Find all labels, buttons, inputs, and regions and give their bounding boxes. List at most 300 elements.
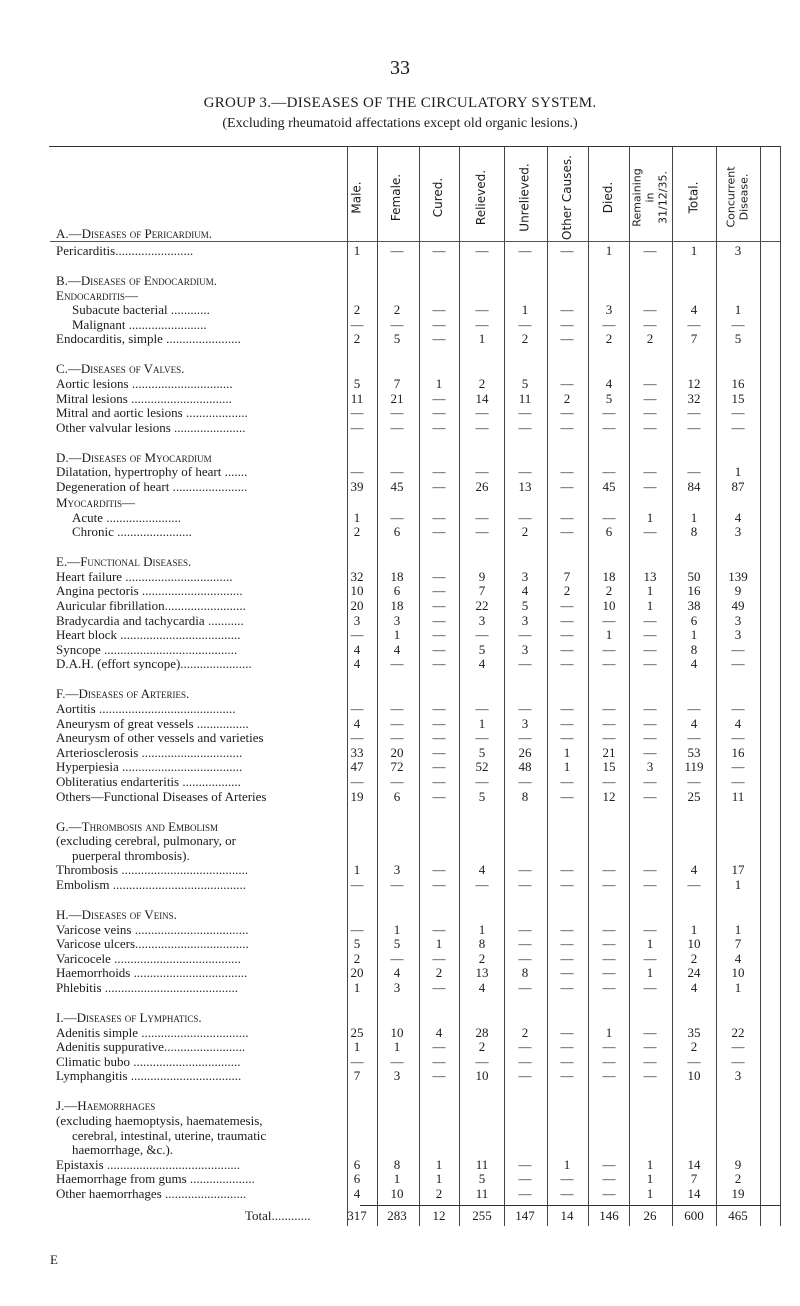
cell-value: — [518, 877, 532, 892]
section-heading: G.—Thrombosis and Embolism [56, 818, 219, 834]
cell-value: 8 [478, 936, 486, 952]
row-label: Pericarditis........................ [56, 243, 194, 258]
cell-value: 6 [605, 524, 613, 540]
section-heading-row [0, 288, 800, 304]
section-heading-row [0, 1142, 800, 1158]
cell-value: 10 [475, 1068, 489, 1084]
section-heading: Myocarditis— [56, 495, 136, 510]
cell-value: — [643, 302, 657, 318]
table-row [0, 583, 800, 599]
cell-value: 6 [690, 612, 698, 628]
column-header-label: Other Causes. [559, 154, 574, 240]
cell-value: 20 [350, 598, 364, 613]
cell-value: — [432, 921, 446, 937]
cell-value: 2 [690, 950, 698, 966]
cell-value: 4 [478, 656, 486, 672]
cell-value: 4 [734, 715, 742, 731]
table-row [0, 598, 800, 614]
cell-value: — [518, 316, 532, 332]
cell-value: 12 [602, 788, 616, 804]
cell-value: — [518, 1156, 532, 1172]
row-label: Varicose veins ................................... [56, 921, 249, 937]
section-heading-row [0, 833, 800, 849]
cell-value: 5 [478, 788, 486, 804]
cell-value: 13 [643, 568, 657, 584]
row-label: Phlebitis ......................................... [56, 980, 239, 995]
page-number: 33 [390, 57, 410, 79]
cell-value: — [560, 788, 574, 804]
cell-value: 4 [605, 376, 613, 391]
section-heading-row [0, 495, 800, 511]
table-row [0, 1186, 800, 1202]
total-value: 12 [432, 1208, 446, 1223]
cell-value: 45 [602, 479, 616, 494]
cell-value: 12 [687, 376, 701, 391]
cell-value: — [432, 479, 446, 494]
cell-value: 16 [731, 376, 745, 391]
cell-value: 1 [353, 980, 361, 995]
column-header-label: Cured. [431, 177, 446, 217]
table-row [0, 716, 800, 732]
cell-value: — [643, 627, 657, 643]
table-row [0, 391, 800, 407]
cell-value: — [687, 464, 701, 480]
cell-value: — [560, 1186, 574, 1201]
cell-value: 3 [734, 612, 742, 628]
cell-value: — [731, 759, 745, 775]
cell-value: — [518, 627, 532, 643]
cell-value: — [475, 509, 489, 525]
cell-value: 21 [602, 744, 616, 760]
column-header [425, 155, 453, 239]
cell-value: 4 [353, 641, 361, 657]
cell-value: — [560, 405, 574, 421]
table-row [0, 243, 800, 259]
cell-value: 3 [734, 524, 742, 540]
cell-value: — [432, 405, 446, 421]
cell-value: — [602, 1068, 616, 1084]
total-value: 14 [560, 1208, 574, 1223]
cell-value: — [731, 774, 745, 789]
cell-value: 2 [353, 950, 361, 966]
section-heading-row [0, 907, 800, 923]
cell-value: — [731, 405, 745, 421]
column-header-label: Male. [349, 180, 364, 214]
cell-value: — [560, 464, 574, 480]
cell-value: 14 [687, 1186, 701, 1201]
cell-value: 1 [478, 715, 486, 731]
cell-value: — [432, 641, 446, 657]
cell-value: 10 [602, 598, 616, 613]
cell-value: — [602, 612, 616, 628]
row-label: Heart block ..................................... [56, 627, 241, 643]
footer-signature: E [50, 1252, 58, 1267]
cell-value: 9 [734, 1156, 742, 1172]
table-row [0, 1171, 800, 1187]
cell-value: — [731, 641, 745, 657]
cell-value: — [687, 877, 701, 892]
row-label: Endocarditis, simple ....................... [56, 331, 241, 347]
cell-value: — [560, 302, 574, 318]
cell-value: 1 [690, 627, 698, 643]
row-label: D.A.H. (effort syncope)...................... [56, 656, 252, 672]
cell-value: — [560, 1068, 574, 1084]
table-row [0, 936, 800, 952]
cell-value: — [602, 1156, 616, 1172]
cell-value: 8 [521, 788, 529, 804]
cell-value: 6 [393, 524, 401, 540]
section-heading: F.—Diseases of Arteries. [56, 686, 190, 702]
table-row [0, 1054, 800, 1070]
cell-value: — [602, 316, 616, 332]
cell-value: — [643, 243, 657, 258]
cell-value: 1 [478, 921, 486, 937]
cell-value: — [350, 921, 364, 937]
cell-value: — [560, 419, 574, 435]
cell-value: 10 [687, 936, 701, 952]
section-heading-row [0, 273, 800, 289]
cell-value: 35 [687, 1024, 701, 1040]
row-label: Malignant ........................ [72, 316, 207, 332]
row-label: Hyperpiesia ..................................... [56, 759, 243, 775]
section-heading-row [0, 450, 800, 466]
cell-value: 1 [353, 243, 361, 258]
section-heading: H.—Diseases of Veins. [56, 907, 177, 922]
cell-value: — [602, 715, 616, 731]
cell-value: 22 [475, 598, 489, 613]
cell-value: — [560, 1039, 574, 1055]
row-label: Mitral and aortic lesions ................... [56, 405, 248, 421]
cell-value: 21 [390, 390, 404, 406]
cell-value: — [518, 419, 532, 435]
cell-value: — [390, 877, 404, 892]
cell-value: — [731, 1039, 745, 1055]
cell-value: — [432, 419, 446, 435]
cell-value: — [518, 1186, 532, 1201]
cell-value: 5 [521, 376, 529, 391]
row-label: Lymphangitis .................................. [56, 1068, 242, 1084]
row-label: Aneurysm of other vessels and varieties [56, 730, 264, 746]
cell-value: 8 [393, 1156, 401, 1172]
cell-value: — [475, 774, 489, 789]
cell-value: 8 [521, 965, 529, 981]
cell-value: — [560, 656, 574, 672]
cell-value: 1 [435, 376, 443, 391]
table-row [0, 701, 800, 717]
cell-value: — [432, 759, 446, 775]
cell-value: 7 [478, 583, 486, 599]
cell-value: — [602, 862, 616, 878]
table-top-rule [49, 146, 780, 147]
cell-value: — [350, 405, 364, 421]
cell-value: 32 [350, 568, 364, 584]
cell-value: — [432, 302, 446, 318]
row-label: Climatic bubo ................................. [56, 1053, 241, 1069]
cell-value: — [518, 405, 532, 421]
cell-value: — [643, 612, 657, 628]
row-label: Acute ....................... [72, 509, 182, 525]
cell-value: — [518, 980, 532, 995]
table-row [0, 730, 800, 746]
cell-value: — [518, 509, 532, 525]
section-heading-row [0, 848, 800, 864]
row-label: Other valvular lesions ...................... [56, 419, 246, 435]
column-header [630, 155, 670, 239]
cell-value: 11 [475, 1186, 489, 1201]
row-label: Adenitis suppurative......................... [56, 1039, 246, 1055]
total-value: 600 [684, 1208, 704, 1223]
table-row [0, 302, 800, 318]
cell-value: 4 [393, 965, 401, 981]
cell-value: — [643, 419, 657, 435]
column-header [383, 155, 411, 239]
table-row [0, 1039, 800, 1055]
cell-value: 4 [734, 950, 742, 966]
cell-value: 7 [690, 1171, 698, 1187]
cell-value: 53 [687, 744, 701, 760]
cell-value: — [643, 701, 657, 716]
row-label: Varicocele ....................................... [56, 950, 241, 966]
cell-value: 3 [521, 715, 529, 731]
cell-value: 26 [475, 479, 489, 494]
cell-value: — [432, 877, 446, 892]
cell-value: — [350, 627, 364, 643]
cell-value: — [643, 405, 657, 421]
cell-value: — [350, 701, 364, 716]
table-row [0, 759, 800, 775]
cell-value: 1 [353, 862, 361, 878]
cell-value: 1 [734, 877, 742, 892]
row-label: Adenitis simple ................................. [56, 1024, 249, 1040]
column-header-label: Total. [686, 181, 701, 213]
cell-value: 1 [521, 302, 529, 318]
table-row [0, 1157, 800, 1173]
cell-value: — [390, 509, 404, 525]
cell-value: 1 [734, 464, 742, 480]
cell-value: 2 [478, 1039, 486, 1055]
table-row [0, 1068, 800, 1084]
cell-value: — [602, 701, 616, 716]
cell-value: — [602, 921, 616, 937]
cell-value: — [518, 656, 532, 672]
cell-value: 17 [731, 862, 745, 878]
cell-value: 5 [478, 1171, 486, 1187]
row-label: Heart failure ................................. [56, 568, 233, 584]
cell-value: 7 [690, 331, 698, 347]
cell-value: — [687, 1053, 701, 1069]
column-header [595, 155, 623, 239]
cell-value: — [560, 331, 574, 347]
cell-value: — [432, 568, 446, 584]
section-heading-row [0, 1113, 800, 1129]
total-value: 26 [643, 1208, 657, 1223]
cell-value: — [518, 701, 532, 716]
cell-value: — [643, 376, 657, 391]
table-row [0, 980, 800, 996]
cell-value: — [432, 701, 446, 716]
table-row [0, 922, 800, 938]
column-header [511, 155, 539, 239]
cell-value: 6 [393, 788, 401, 804]
cell-value: — [687, 405, 701, 421]
row-label: Embolism ......................................... [56, 877, 246, 892]
cell-value: 9 [478, 568, 486, 584]
cell-value: 84 [687, 479, 701, 494]
cell-value: — [475, 405, 489, 421]
cell-value: 33 [350, 744, 364, 760]
cell-value: — [643, 464, 657, 480]
cell-value: — [432, 980, 446, 995]
cell-value: 1 [734, 921, 742, 937]
cell-value: — [560, 376, 574, 391]
section-heading-row [0, 819, 800, 835]
cell-value: — [643, 1024, 657, 1040]
cell-value: — [560, 243, 574, 258]
column-header-label: Concurrent Disease. [725, 166, 752, 228]
row-label: Degeneration of heart ....................... [56, 479, 248, 494]
cell-value: 2 [478, 950, 486, 966]
cell-value: 1 [646, 1186, 654, 1201]
cell-value: 7 [563, 568, 571, 584]
total-value: 317 [347, 1208, 367, 1223]
cell-value: — [350, 774, 364, 789]
cell-value: 2 [393, 302, 401, 318]
cell-value: — [432, 730, 446, 746]
cell-value: — [350, 877, 364, 892]
cell-value: 1 [353, 1039, 361, 1055]
section-heading: E.—Functional Diseases. [56, 554, 192, 570]
cell-value: — [560, 862, 574, 878]
table-row [0, 405, 800, 421]
cell-value: 1 [393, 1039, 401, 1055]
cell-value: 18 [390, 568, 404, 584]
cell-value: 5 [734, 331, 742, 347]
cell-value: 4 [353, 656, 361, 672]
row-label: Obliteratius endarteritis .................. [56, 774, 241, 789]
cell-value: — [518, 243, 532, 258]
table-row [0, 1025, 800, 1041]
column-header [343, 155, 371, 239]
cell-value: 4 [690, 715, 698, 731]
column-header [468, 155, 496, 239]
cell-value: — [390, 950, 404, 966]
cell-value: 14 [475, 390, 489, 406]
section-heading: (excluding cerebral, pulmonary, or [56, 833, 237, 849]
cell-value: 6 [353, 1156, 361, 1172]
cell-value: — [518, 936, 532, 952]
cell-value: — [687, 316, 701, 332]
cell-value: 4 [353, 715, 361, 731]
table-row [0, 524, 800, 540]
cell-value: — [602, 1186, 616, 1201]
cell-value: 3 [734, 243, 742, 258]
cell-value: 11 [350, 390, 364, 406]
cell-value: — [643, 1039, 657, 1055]
cell-value: — [560, 1053, 574, 1069]
cell-value: — [643, 788, 657, 804]
cell-value: 119 [684, 759, 704, 775]
row-label: Auricular fibrillation......................... [56, 598, 246, 613]
row-label: Haemorrhage from gums .................... [56, 1171, 255, 1187]
cell-value: 6 [353, 1171, 361, 1187]
cell-value: 1 [646, 936, 654, 952]
row-label: Other haemorrhages ......................... [56, 1186, 247, 1201]
cell-value: 4 [435, 1024, 443, 1040]
cell-value: 1 [646, 583, 654, 599]
cell-value: — [560, 980, 574, 995]
cell-value: 139 [728, 568, 748, 584]
table-row [0, 464, 800, 480]
cell-value: 10 [687, 1068, 701, 1084]
cell-value: 1 [563, 1156, 571, 1172]
cell-value: 3 [734, 627, 742, 643]
table-row [0, 420, 800, 436]
cell-value: 4 [521, 583, 529, 599]
row-label: Arteriosclerosis ............................... [56, 744, 243, 760]
cell-value: — [432, 774, 446, 789]
cell-value: — [602, 405, 616, 421]
cell-value: 9 [734, 583, 742, 599]
cell-value: — [390, 405, 404, 421]
cell-value: 18 [602, 568, 616, 584]
column-header [724, 155, 752, 239]
table-row [0, 965, 800, 981]
cell-value: — [643, 641, 657, 657]
table-row [0, 569, 800, 585]
cell-value: — [643, 656, 657, 672]
cell-value: 1 [690, 509, 698, 525]
cell-value: — [518, 1039, 532, 1055]
total-value: 147 [515, 1208, 535, 1223]
cell-value: 19 [731, 1186, 745, 1201]
cell-value: — [560, 641, 574, 657]
cell-value: — [432, 950, 446, 966]
cell-value: — [432, 656, 446, 672]
page-title: GROUP 3.—DISEASES OF THE CIRCULATORY SYSTEM. [203, 95, 597, 111]
cell-value: 3 [646, 759, 654, 775]
section-heading-row [0, 361, 800, 377]
cell-value: 5 [393, 936, 401, 952]
cell-value: 16 [731, 744, 745, 760]
cell-value: — [518, 730, 532, 746]
cell-value: 1 [393, 1171, 401, 1187]
cell-value: — [518, 464, 532, 480]
cell-value: — [390, 464, 404, 480]
cell-value: — [602, 774, 616, 789]
cell-value: — [432, 862, 446, 878]
cell-value: — [475, 877, 489, 892]
cell-value: — [390, 774, 404, 789]
cell-value: 3 [521, 568, 529, 584]
cell-value: — [602, 641, 616, 657]
cell-value: — [432, 627, 446, 643]
section-heading: puerperal thrombosis). [72, 847, 190, 863]
cell-value: — [518, 862, 532, 878]
cell-value: 11 [475, 1156, 489, 1172]
cell-value: — [475, 1053, 489, 1069]
cell-value: — [602, 730, 616, 746]
table-row [0, 331, 800, 347]
section-heading: B.—Diseases of Endocardium. [56, 273, 218, 288]
cell-value: — [560, 730, 574, 746]
row-label: Subacute bacterial ............ [72, 302, 210, 318]
cell-value: — [560, 715, 574, 731]
cell-value: — [602, 1053, 616, 1069]
cell-value: 1 [435, 1171, 443, 1187]
cell-value: — [560, 524, 574, 540]
cell-value: — [390, 419, 404, 435]
section-heading-row [0, 1098, 800, 1114]
